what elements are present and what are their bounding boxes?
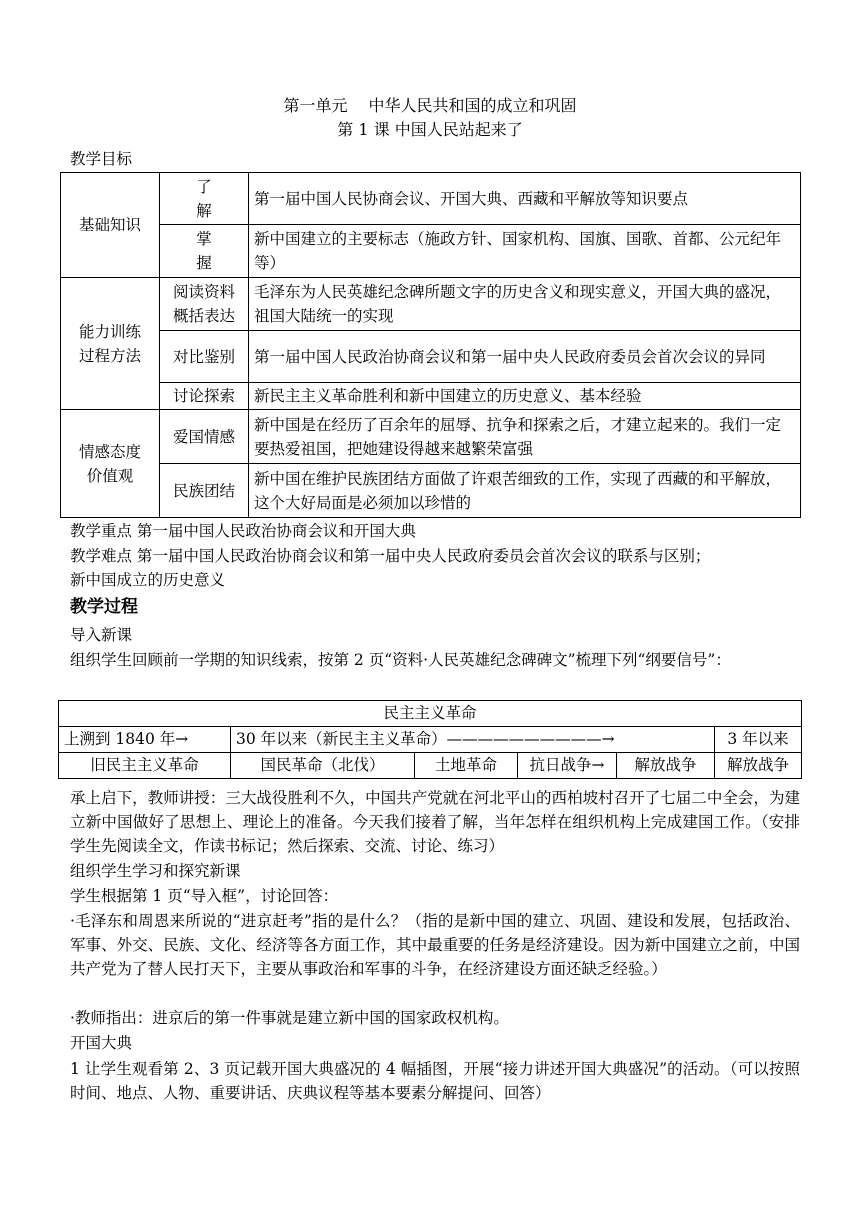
- sub-cell: 了 解: [160, 173, 249, 225]
- content-cell: 第一届中国人民政治协商会议和第一届中央人民政府委员会首次会议的异同: [249, 331, 801, 383]
- intro-text: 组织学生回顾前一学期的知识线索，按第 2 页“资料·人民英雄纪念碑碑文”梳理下列“纲要信号”：: [70, 651, 731, 669]
- table-cell: 解放战争: [715, 753, 802, 779]
- objectives-heading: 教学目标: [70, 150, 133, 168]
- intro-heading: 导入新课: [70, 626, 133, 644]
- table-row: [61, 173, 801, 225]
- key-point: 教学重点 第一届中国人民政治协商会议和开国大典: [70, 522, 416, 540]
- category-cell: 情感态度 价值观: [61, 410, 160, 518]
- table-cell: 国民革命（北伐）: [231, 753, 415, 779]
- sub-cell: 对比鉴别: [160, 331, 249, 383]
- table-cell: 30 年以来（新民主主义革命）——————————→: [231, 727, 715, 753]
- content-cell: 新中国在维护民族团结方面做了许艰苦细致的工作，实现了西藏的和平解放，这个大好局面是必须加以珍惜的: [249, 464, 801, 518]
- content-cell: 毛泽东为人民英雄纪念碑所题文字的历史含义和现实意义，开国大典的盛况，祖国大陆统一的实现: [249, 278, 801, 331]
- sub-cell: 爱国情感: [160, 410, 249, 464]
- category-cell: 能力训练 过程方法: [61, 278, 160, 410]
- item-1-paragraph: 1 让学生观看第 2、3 页记载开国大典盛况的 4 幅插图，开展“接力讲述开国大典盛况”的活动。（可以按照时间、地点、人物、重要讲话、庆典议程等基本要素分解提问、回答）: [70, 1060, 800, 1102]
- difficulty-line-1: 教学难点 第一届中国人民政治协商会议和第一届中央人民政府委员会首次会议的联系与区别；: [70, 547, 711, 565]
- lesson-title: 第 1 课 中国人民站起来了: [337, 120, 523, 139]
- content-cell: 新民主主义革命胜利和新中国建立的历史意义、基本经验: [249, 383, 801, 410]
- table-row: [61, 331, 801, 383]
- table-cell: 解放战争: [617, 753, 715, 779]
- sub-cell: 讨论探索: [160, 383, 249, 410]
- process-heading: 教学过程: [70, 597, 138, 617]
- table-row: [61, 410, 801, 464]
- content-cell: 新中国是在经历了百余年的屈辱、抗争和探索之后，才建立起来的。我们一定要热爱祖国，把她建设得越来越繁荣富强: [249, 410, 801, 464]
- table-row: [59, 727, 802, 753]
- ceremony-heading: 开国大典: [70, 1034, 133, 1052]
- transition-paragraph: 承上启下，教师讲授：三大战役胜利不久，中国共产党就在河北平山的西柏坡村召开了七届二中全会，为建立新中国做好了思想上、理论上的准备。今天我们接着了解，当年怎样在组织机构上完成建国工作。（安排学生先阅读全文，作读书标记；然后探索、交流、讨论、练习）: [70, 789, 800, 855]
- table-row: [61, 464, 801, 518]
- revolution-header: 民主主义革命: [59, 701, 802, 727]
- table-row: [61, 225, 801, 278]
- guide-text: 学生根据第 1 页“导入框”，讨论回答：: [70, 887, 339, 905]
- objectives-table: [60, 172, 801, 518]
- table-cell: 抗日战争→: [518, 753, 617, 779]
- category-cell: 基础知识: [61, 173, 160, 278]
- revolution-table: [58, 700, 802, 779]
- table-cell: 上溯到 1840 年→: [59, 727, 231, 753]
- sub-cell: 掌 握: [160, 225, 249, 278]
- bullet-paragraph-1: ·毛泽东和周恩来所说的“进京赶考”指的是什么？（指的是新中国的建立、巩固、建设和发展，包括政治、军事、外交、民族、文化、经济等各方面工作，其中最重要的任务是经济建设。因为新中国建立之前，中国共产党为了替人民打天下，主要从事政治和军事的斗争，在经济建设方面还缺乏经验。）: [70, 912, 800, 978]
- bullet-paragraph-2: ·教师指出：进京后的第一件事就是建立新中国的国家政权机构。: [70, 1009, 509, 1027]
- table-row: [61, 278, 801, 331]
- unit-title: 第一单元 中华人民共和国的成立和巩固: [283, 96, 577, 115]
- content-cell: 新中国建立的主要标志（施政方针、国家机构、国旗、国歌、首都、公元纪年等）: [249, 225, 801, 278]
- explore-heading: 组织学生学习和探究新课: [70, 862, 241, 880]
- table-cell: 土地革命: [415, 753, 518, 779]
- content-cell: 第一届中国人民协商会议、开国大典、西藏和平解放等知识要点: [249, 173, 801, 225]
- difficulty-line-2: 新中国成立的历史意义: [70, 571, 226, 589]
- table-row: [59, 701, 802, 727]
- sub-cell: 民族团结: [160, 464, 249, 518]
- sub-cell: 阅读资料 概括表达: [160, 278, 249, 331]
- table-cell: 旧民主主义革命: [59, 753, 231, 779]
- table-cell: 3 年以来: [715, 727, 802, 753]
- table-row: [61, 383, 801, 410]
- table-row: [59, 753, 802, 779]
